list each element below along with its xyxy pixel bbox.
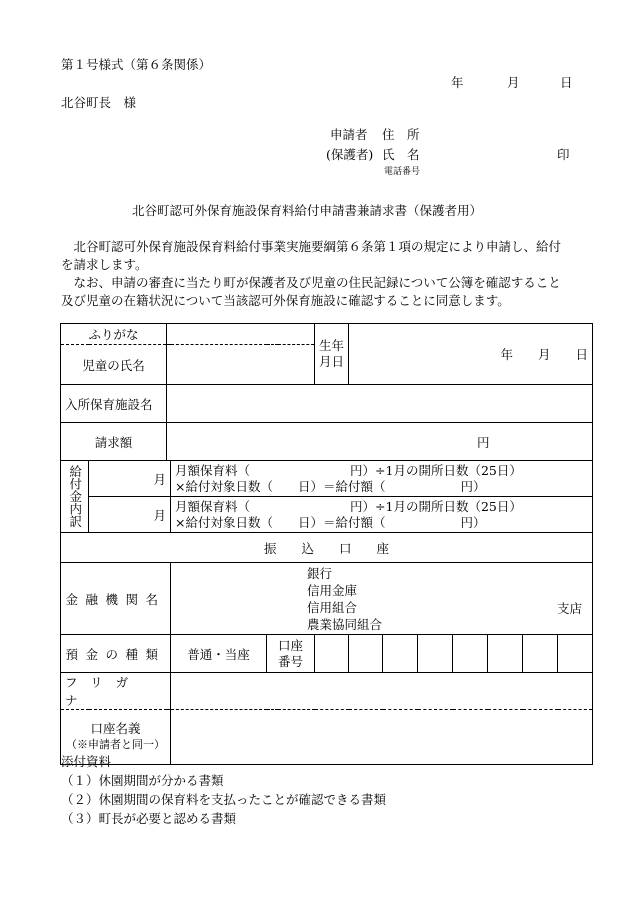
- deposit-type-value[interactable]: 普通・当座: [171, 635, 267, 673]
- body-text: [61, 238, 567, 310]
- account-digit-6[interactable]: [488, 635, 523, 673]
- account-digit-3[interactable]: [383, 635, 418, 673]
- attachment-item-1: （１）休園期間が分かる書類: [61, 773, 224, 788]
- account-digit-8[interactable]: [558, 635, 593, 673]
- breakdown-month-1[interactable]: 月: [89, 461, 171, 497]
- claim-amount-label: 請求額: [61, 423, 167, 461]
- date-month: 月: [507, 75, 520, 90]
- furigana-label: ふりがな: [61, 324, 167, 345]
- birth-date-field[interactable]: 年 月 日: [349, 324, 593, 385]
- phone-label: 電話番号: [384, 167, 421, 177]
- calc-line-1: 月額保育料（ 円）÷1月の開所日数（25日）: [175, 498, 522, 514]
- date-year: 年: [451, 75, 464, 90]
- account-digit-1[interactable]: [315, 635, 349, 673]
- account-digit-2[interactable]: [349, 635, 383, 673]
- account-number-label: 口座 番号: [267, 635, 315, 673]
- account-holder-label: 口座名義 （※申請者と同一）: [61, 710, 171, 765]
- body-paragraph-2: なお、申請の審査に当たり町が保護者及び児童の住民記録について公簿を確認すること及び児童の在籍状況について当該認可外保育施設に確認することに同意します。: [61, 275, 561, 308]
- child-name-field[interactable]: [167, 345, 315, 385]
- attachments-title: 添付資料: [61, 754, 112, 769]
- addressee: 北谷町長 様: [61, 95, 137, 110]
- body-paragraph-1: 北谷町認可外保育施設保育料給付事業実施要綱第６条第１項の規定により申請し、給付を請求します。: [61, 239, 562, 272]
- bank-name-label: 金融機関名: [61, 563, 171, 635]
- bank-type-ja: 農業協同組合: [307, 616, 383, 632]
- birth-date-label: 生年 月日: [315, 324, 349, 385]
- breakdown-calc-2: [171, 497, 593, 533]
- transfer-account-heading: 振 込 口 座: [61, 533, 593, 563]
- seal-mark: 印: [557, 147, 570, 162]
- deposit-type-label: 預金の種類: [61, 635, 171, 673]
- furigana-field[interactable]: [167, 324, 315, 345]
- attachments: [61, 752, 386, 828]
- calc-line-2: ×給付対象日数（ 日）＝給付額（ 円）: [175, 514, 486, 530]
- attachment-item-2: （２）休園期間の保育料を支払ったことが確認できる書類: [61, 792, 387, 807]
- account-digit-5[interactable]: [453, 635, 488, 673]
- breakdown-calc-1: [171, 461, 593, 497]
- bank-name-field[interactable]: [171, 563, 593, 635]
- applicant-label: 申請者: [330, 127, 368, 142]
- attachment-item-3: （３）町長が必要と認める書類: [61, 811, 237, 826]
- name-label: 氏 名: [382, 147, 420, 162]
- holder-note: （※申請者と同一）: [66, 738, 165, 751]
- kana-field[interactable]: [171, 673, 593, 710]
- breakdown-label: 給付金内訳: [61, 461, 89, 533]
- calc-line-1: 月額保育料（ 円）÷1月の開所日数（25日）: [175, 462, 522, 478]
- account-digit-4[interactable]: [418, 635, 453, 673]
- account-digit-7[interactable]: [523, 635, 558, 673]
- form-number: 第１号様式（第６条関係）: [61, 57, 212, 72]
- address-label: 住 所: [382, 127, 420, 142]
- claim-amount-field[interactable]: 円: [167, 423, 593, 461]
- bank-type-bank: 銀行: [307, 565, 333, 581]
- bank-type-shinkumi: 信用組合: [307, 599, 358, 615]
- breakdown-month-2[interactable]: 月: [89, 497, 171, 533]
- branch-label: 支店: [557, 601, 583, 616]
- facility-label: 入所保育施設名: [61, 385, 167, 423]
- calc-line-2: ×給付対象日数（ 日）＝給付額（ 円）: [175, 478, 486, 494]
- bank-type-shinkin: 信用金庫: [307, 582, 358, 598]
- date-day: 日: [560, 75, 573, 90]
- document-title: 北谷町認可外保育施設保育料給付申請書兼請求書（保護者用）: [132, 203, 483, 218]
- kana-label: フリガナ: [61, 673, 171, 710]
- application-form-table: [60, 323, 593, 765]
- facility-field[interactable]: [167, 385, 593, 423]
- child-name-label: 児童の氏名: [61, 345, 167, 385]
- guardian-label: (保護者): [326, 147, 374, 162]
